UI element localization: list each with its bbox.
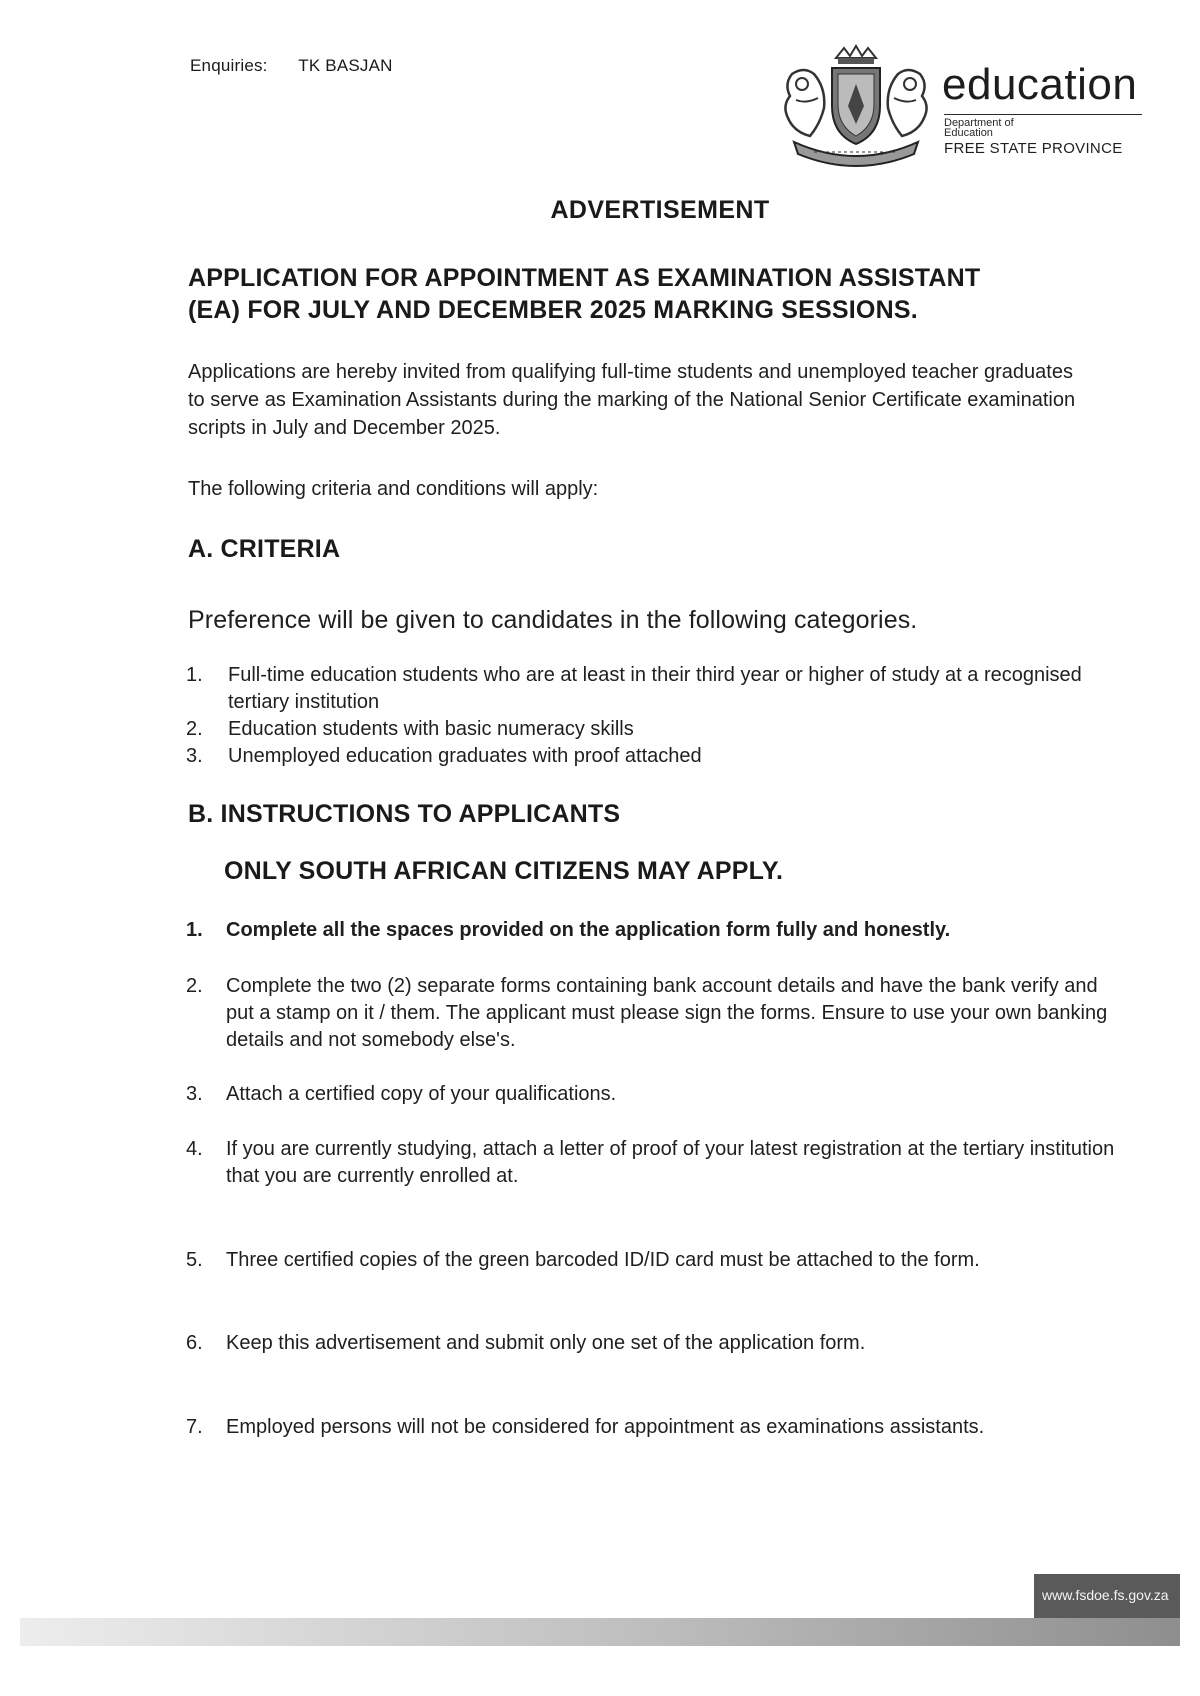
conditions-intro: The following criteria and conditions will apply: — [188, 478, 599, 500]
criteria-list — [186, 662, 1126, 770]
instruction-number: 1. — [186, 919, 203, 941]
enquiries-line — [190, 56, 393, 76]
instruction-text: If you are currently studying, attach a letter of proof of your latest registration at the tertiary institution that you are currently enrolled at. — [226, 1138, 1115, 1187]
instruction-number: 2. — [186, 975, 203, 997]
instruction-text: Complete all the spaces provided on the application form fully and honestly. — [226, 919, 951, 941]
brand-divider — [944, 114, 1142, 115]
dept-line-2: Education — [944, 127, 993, 139]
footer-url: www.fsdoe.fs.gov.za — [1042, 1587, 1169, 1603]
instruction-text: Attach a certified copy of your qualifications. — [226, 1083, 617, 1105]
instruction-item — [186, 1330, 1118, 1357]
criteria-heading: A. CRITERIA — [188, 535, 341, 563]
advertisement-heading: ADVERTISEMENT — [550, 196, 770, 224]
department-logo — [774, 44, 1154, 174]
preference-statement: Preference will be given to candidates in the following categories. — [188, 606, 918, 634]
instruction-number: 3. — [186, 1083, 203, 1105]
list-item-text: Education students with basic numeracy skills — [228, 718, 634, 740]
instruction-text: Three certified copies of the green barcoded ID/ID card must be attached to the form. — [226, 1249, 980, 1271]
list-item — [186, 716, 1126, 743]
brand-wordmark: education — [942, 60, 1138, 109]
list-item-text: Unemployed education graduates with proof attached — [228, 745, 702, 767]
list-item-number: 3. — [186, 745, 203, 767]
list-item-number: 2. — [186, 718, 203, 740]
document-title — [188, 262, 1118, 326]
instructions-heading: B. INSTRUCTIONS TO APPLICANTS — [188, 800, 621, 828]
instruction-item — [186, 1136, 1118, 1190]
instruction-text: Complete the two (2) separate forms containing bank account details and have the bank verify and put a stamp on it / them. The applicant must please sign the forms. Ensure to use your own banking details and not somebody else's. — [226, 975, 1108, 1051]
dept-province: FREE STATE PROVINCE — [944, 140, 1123, 157]
instruction-item — [186, 973, 1118, 1054]
instruction-item — [186, 1414, 1118, 1441]
enquiries-label: Enquiries: — [190, 56, 268, 75]
instruction-item — [186, 917, 1118, 944]
title-line-2: (EA) FOR JULY AND DECEMBER 2025 MARKING SESSIONS. — [188, 296, 918, 324]
list-item — [186, 662, 1126, 716]
instruction-number: 6. — [186, 1332, 203, 1354]
instruction-number: 7. — [186, 1416, 203, 1438]
instruction-item — [186, 1247, 1118, 1274]
coat-of-arms-icon — [774, 44, 939, 169]
citizenship-requirement: ONLY SOUTH AFRICAN CITIZENS MAY APPLY. — [224, 857, 784, 885]
enquiries-name: TK BASJAN — [298, 56, 393, 75]
list-item-text: Full-time education students who are at least in their third year or higher of study at a recognised tertiary institution — [228, 664, 1082, 713]
list-item-number: 1. — [186, 664, 203, 686]
title-line-1: APPLICATION FOR APPOINTMENT AS EXAMINATION ASSISTANT — [188, 264, 981, 292]
instruction-text: Employed persons will not be considered for appointment as examinations assistants. — [226, 1416, 985, 1438]
list-item — [186, 743, 1126, 770]
instruction-number: 4. — [186, 1138, 203, 1160]
instruction-text: Keep this advertisement and submit only one set of the application form. — [226, 1332, 866, 1354]
instruction-number: 5. — [186, 1249, 203, 1271]
footer-band — [20, 1618, 1180, 1646]
dept-line-1: Department of — [944, 117, 1014, 129]
intro-paragraph: Applications are hereby invited from qualifying full-time students and unemployed teacher graduates to serve as Examination Assistants during the marking of the National Senior Certificate examination scripts in July and December 2025. — [188, 361, 1076, 439]
instruction-item — [186, 1081, 1118, 1108]
